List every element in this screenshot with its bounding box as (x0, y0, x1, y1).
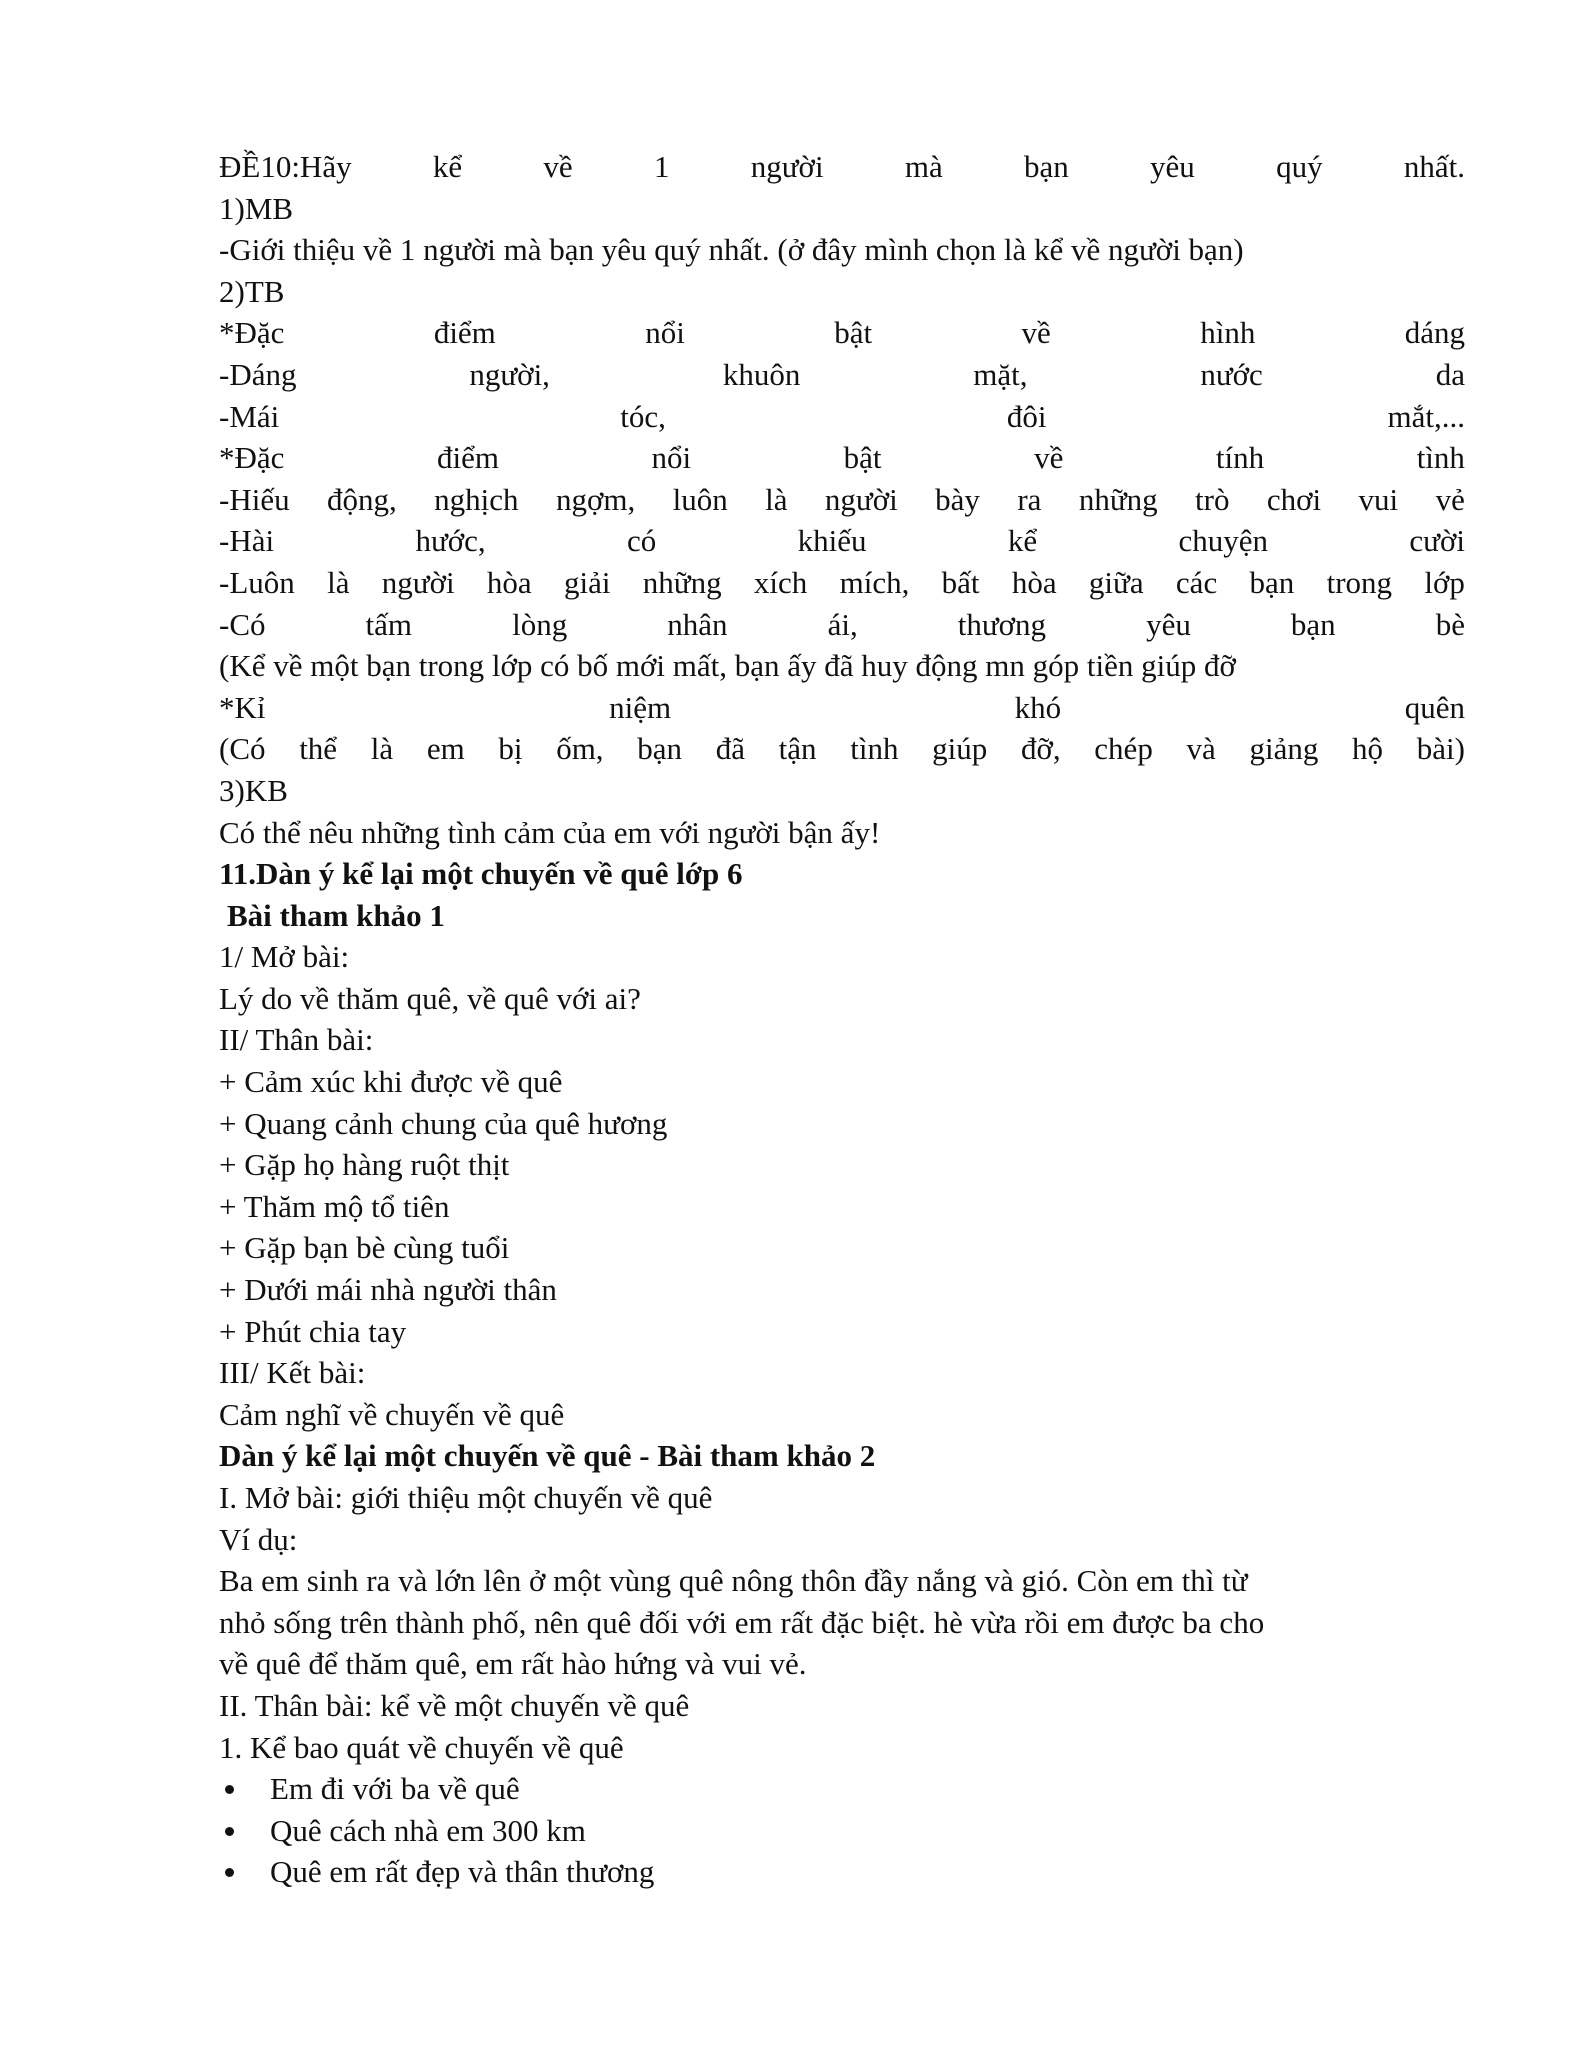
word: nghịch (434, 481, 519, 517)
word: tình (1416, 440, 1465, 476)
word: những (642, 564, 722, 600)
bullet-text: Quê em rất đẹp và thân thương (270, 1854, 655, 1890)
word: lớp (1424, 564, 1465, 600)
word: hình (1200, 315, 1256, 351)
title-word: kể (432, 149, 463, 184)
word: động, (327, 481, 397, 517)
word: ra (1017, 481, 1042, 517)
word: bật (843, 440, 882, 476)
title-word: quý (1276, 149, 1323, 184)
word: đã (715, 731, 745, 767)
justified-line (219, 520, 1465, 562)
word: nổi (651, 440, 692, 476)
word: khó (1014, 689, 1062, 725)
outline-line: 1/ Mở bài: (219, 939, 350, 975)
word: -Dáng (219, 356, 297, 392)
word: có (627, 523, 657, 559)
outline-line: + Cảm xúc khi được về quê (219, 1064, 563, 1100)
outline-line: nhỏ sống trên thành phố, nên quê đối với em rất đặc biệt. hè vừa rồi em được ba cho (219, 1604, 1265, 1640)
ref1-outline (219, 936, 1465, 1435)
title-word: về (543, 149, 573, 184)
word: người (824, 481, 898, 517)
word: giảng (1249, 731, 1319, 767)
word: mích, (839, 564, 910, 600)
outline-line: Ba em sinh ra và lớn lên ở một vùng quê nông thôn đầy nắng và gió. Còn em thì từ (219, 1563, 1248, 1599)
justified-line (219, 728, 1465, 770)
outline-line: + Dưới mái nhà người thân (219, 1272, 557, 1308)
word: chuyện (1178, 523, 1269, 559)
word: khuôn (722, 356, 801, 392)
word: yêu (1146, 606, 1191, 642)
bullet-item (219, 1851, 1465, 1893)
bullet-item (219, 1810, 1465, 1852)
word: nhân (667, 606, 728, 642)
bullet-dot-icon (225, 1785, 234, 1794)
word: tình (850, 731, 899, 767)
word: bạn (1249, 564, 1295, 600)
word: bạn (1290, 606, 1336, 642)
word: xích (753, 564, 808, 600)
word: chơi (1266, 481, 1322, 517)
bullet-dot-icon (225, 1827, 234, 1836)
outline-line: + Gặp họ hàng ruột thịt (219, 1147, 510, 1183)
ref2-heading: Dàn ý kể lại một chuyến về quê - Bài tham khảo 2 (219, 1438, 876, 1474)
justified-line (219, 562, 1465, 604)
word: mặt, (973, 356, 1028, 392)
title-word: 1 (653, 149, 670, 184)
word: em (426, 731, 465, 767)
word: đỡ, (1020, 731, 1061, 767)
title-word: mà (904, 149, 943, 184)
word: vui (1358, 481, 1399, 517)
justified-line (219, 396, 1465, 438)
justified-line (219, 479, 1465, 521)
word: ốm, (556, 731, 604, 767)
outline-line: + Quang cảnh chung của quê hương (219, 1105, 668, 1141)
title-word: nhất. (1403, 149, 1465, 184)
word: da (1435, 356, 1465, 392)
word: lòng (512, 606, 568, 642)
word: bị (498, 731, 523, 767)
kb-text: Có thể nêu những tình cảm của em với người bận ấy! (219, 814, 881, 850)
section11-heading: 11.Dàn ý kể lại một chuyến về quê lớp 6 (219, 856, 743, 892)
word: quên (1404, 689, 1465, 725)
word: bè (1435, 606, 1465, 642)
tb-justified-block (219, 312, 1465, 645)
word: tận (778, 731, 817, 767)
word: tính (1215, 440, 1265, 476)
justified-line (219, 437, 1465, 479)
word: khiếu (797, 523, 867, 559)
bullet-text: Quê cách nhà em 300 km (270, 1812, 586, 1848)
word: *Đặc (219, 440, 285, 476)
word: các (1175, 564, 1218, 600)
word: luôn (672, 481, 728, 517)
word: đôi (1006, 398, 1047, 434)
word: thương (957, 606, 1047, 642)
word: điểm (436, 440, 499, 476)
outline-line: về quê để thăm quê, em rất hào hứng và vui vẻ. (219, 1646, 807, 1682)
word: niệm (609, 689, 672, 725)
title-word: yêu (1150, 149, 1195, 184)
word: *Kỉ (219, 689, 266, 725)
word: bật (834, 315, 873, 351)
word: hước, (415, 523, 486, 559)
outline-line: + Phút chia tay (219, 1313, 407, 1349)
word: về (1021, 315, 1051, 351)
ref2-outline (219, 1477, 1465, 1768)
word: giữa (1088, 564, 1144, 600)
bullet-text: Em đi với ba về quê (270, 1771, 520, 1807)
word: hộ (1352, 731, 1384, 767)
word: bạn (637, 731, 683, 767)
word: -Hài (219, 523, 275, 559)
word: (Có (219, 731, 266, 767)
outline-line: II. Thân bài: kể về một chuyến về quê (219, 1687, 690, 1723)
word: ái, (827, 606, 858, 642)
title-word: người (750, 149, 824, 184)
outline-line: + Gặp bạn bè cùng tuổi (219, 1230, 510, 1266)
outline-line: II/ Thân bài: (219, 1022, 374, 1058)
ref1-heading: Bài tham khảo 1 (227, 897, 445, 933)
outline-line: 1. Kể bao quát về chuyến về quê (219, 1729, 624, 1765)
word: là (765, 481, 788, 517)
word: vẻ (1435, 481, 1465, 517)
word: về (1034, 440, 1064, 476)
kb-label: 3)KB (219, 772, 288, 808)
document-page (219, 146, 1465, 1893)
word: kể (1007, 523, 1038, 559)
section10-title (219, 146, 1465, 188)
word: -Mái (219, 398, 280, 434)
outline-line: Cảm nghĩ về chuyến về quê (219, 1396, 565, 1432)
bullet-item (219, 1768, 1465, 1810)
word: những (1078, 481, 1158, 517)
justified-line (219, 312, 1465, 354)
word: thể (299, 731, 338, 767)
word: nước (1200, 356, 1263, 392)
word: điểm (433, 315, 496, 351)
memory-justified-block (219, 687, 1465, 770)
word: giúp (932, 731, 988, 767)
word: chép (1094, 731, 1153, 767)
word: là (327, 564, 350, 600)
word: tóc, (620, 398, 666, 434)
word: người, (469, 356, 550, 392)
word: và (1186, 731, 1216, 767)
word: *Đặc (219, 315, 285, 351)
outline-line: Ví dụ: (219, 1521, 298, 1557)
word: trò (1195, 481, 1230, 517)
outline-line: I. Mở bài: giới thiệu một chuyến về quê (219, 1480, 713, 1515)
bullet-list (219, 1768, 1465, 1893)
tb-label: 2)TB (219, 273, 285, 309)
title-word: ĐỀ10:Hãy (219, 149, 352, 184)
word: nổi (645, 315, 685, 351)
justified-line (219, 604, 1465, 646)
word: tấm (365, 606, 413, 642)
justified-line (219, 354, 1465, 396)
word: cười (1409, 523, 1465, 559)
word: trong (1326, 564, 1393, 600)
word: giải (563, 564, 611, 600)
word: bài) (1416, 731, 1465, 767)
word: hòa (1011, 564, 1057, 600)
word: -Hiếu (219, 481, 290, 517)
word: hòa (486, 564, 532, 600)
word: là (370, 731, 394, 767)
mb-label: 1)MB (219, 190, 294, 226)
word: dáng (1404, 315, 1465, 351)
outline-line: Lý do về thăm quê, về quê với ai? (219, 980, 641, 1016)
word: bày (935, 481, 980, 517)
word: ngợm, (555, 481, 636, 517)
mb-text: -Giới thiệu về 1 người mà bạn yêu quý nhất. (ở đây mình chọn là kể về người bạn) (219, 232, 1244, 268)
bullet-dot-icon (225, 1868, 234, 1877)
title-word: bạn (1024, 149, 1069, 184)
word: bất (941, 564, 980, 600)
justified-line (219, 687, 1465, 729)
word: người (381, 564, 455, 600)
outline-line: + Thăm mộ tổ tiên (219, 1188, 450, 1224)
word: -Luôn (219, 564, 295, 600)
example-line: (Kể về một bạn trong lớp có bố mới mất, bạn ấy đã huy động mn góp tiền giúp đỡ (219, 648, 1236, 684)
word: mắt,... (1387, 398, 1465, 434)
word: -Có (219, 606, 266, 642)
outline-line: III/ Kết bài: (219, 1355, 366, 1391)
